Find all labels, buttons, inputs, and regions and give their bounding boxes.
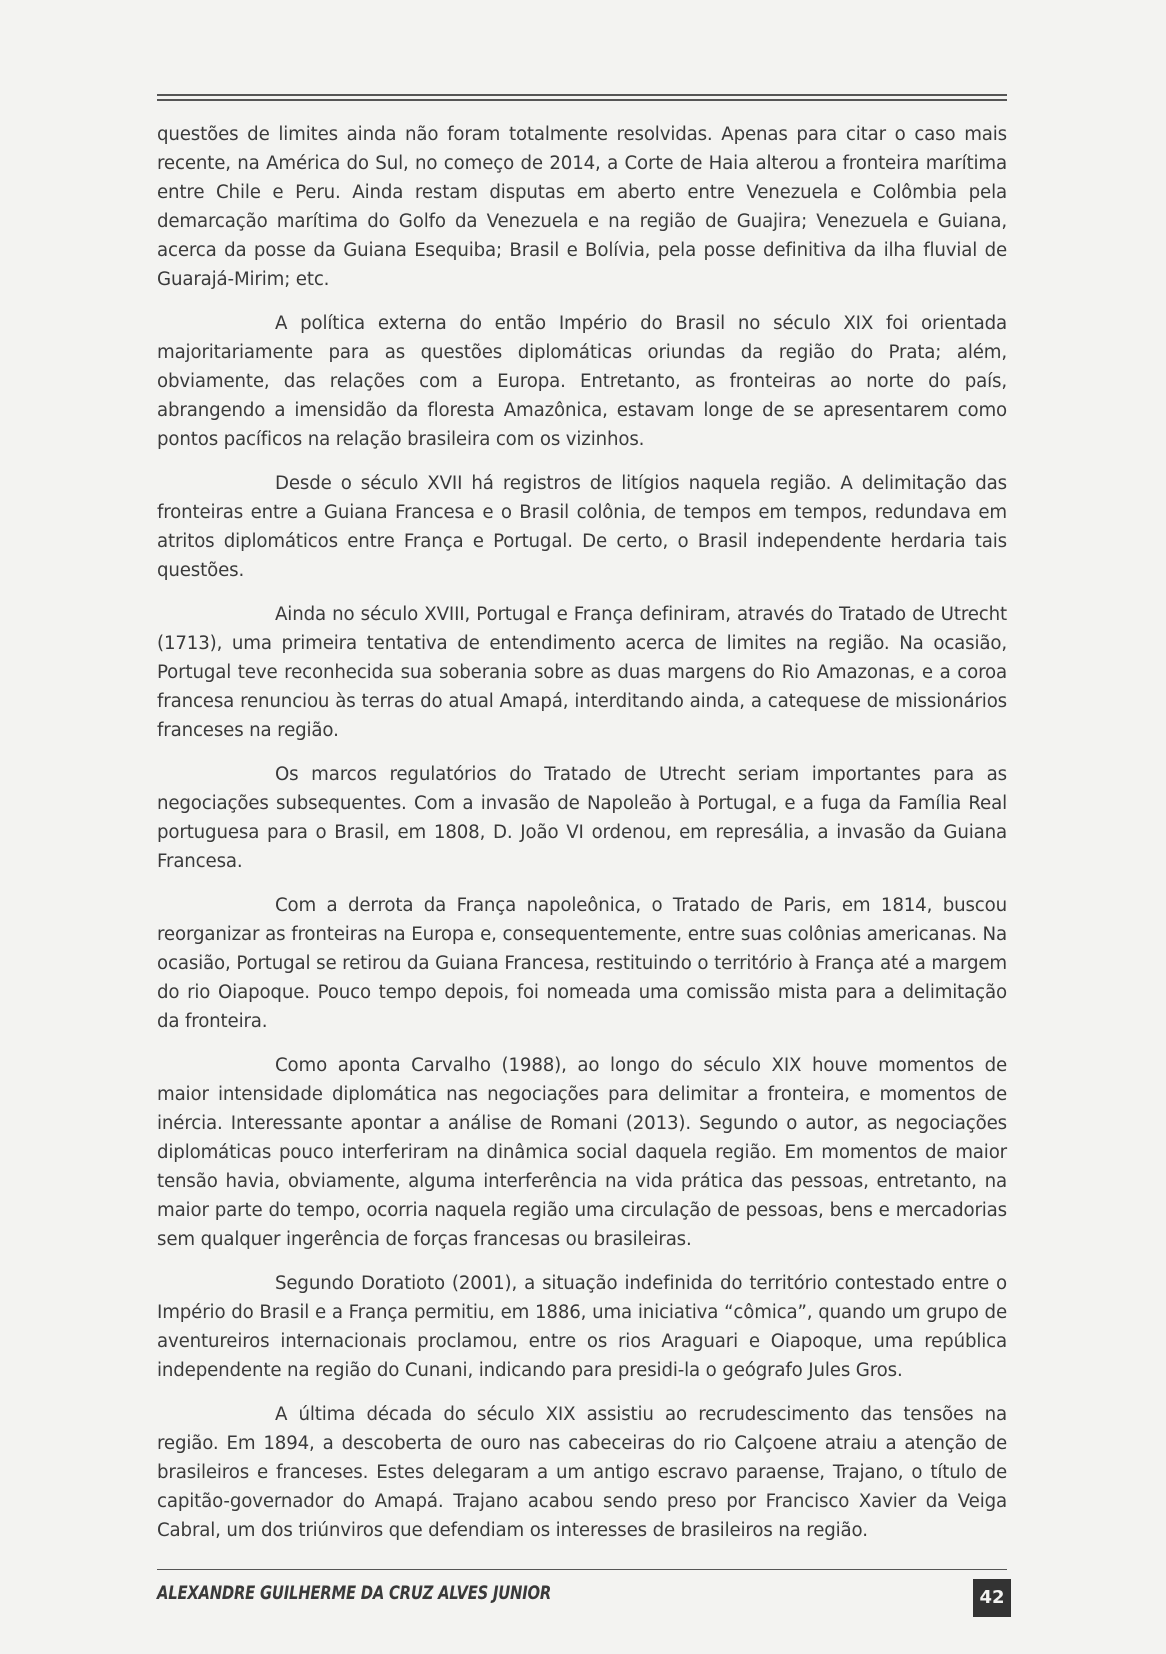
paragraph-2: A política externa do então Império do Brasil no século XIX foi orientada majoritariamente para as questões diplomáticas oriundas da região do Prata; além, obviamente, das relações com a Europa. Entretanto, as fronteiras ao norte do país, abrangendo a imensidão da floresta Amazônica, estavam longe de se apresentarem como pontos pacíficos na relação brasileira com os vizinhos. (157, 313, 1007, 450)
paragraph-4: Ainda no século XVIII, Portugal e França definiram, através do Tratado de Utrecht (1713), uma primeira tentativa de entendimento acerca de limites na região. Na ocasião, Portugal teve reconhecida sua soberania sobre as duas margens do Rio Amazonas, e a coroa francesa renunciou às terras do atual Amapá, interditando ainda, a catequese de missionários franceses na região. (157, 604, 1007, 741)
paragraph-5: Os marcos regulatórios do Tratado de Utrecht seriam importantes para as negociações subsequentes. Com a invasão de Napoleão à Portugal, e a fuga da Família Real portuguesa para o Brasil, em 1808, D. João VI ordenou, em represália, a invasão da Guiana Francesa. (157, 764, 1007, 872)
paragraph-3: Desde o século XVII há registros de litígios naquela região. A delimitação das fronteiras entre a Guiana Francesa e o Brasil colônia, de tempos em tempos, redundava em atritos diplomáticos entre França e Portugal. De certo, o Brasil independente herdaria tais questões. (157, 473, 1007, 581)
page-number: 42 (973, 1579, 1011, 1617)
paragraph-9: A última década do século XIX assistiu ao recrudescimento das tensões na região. Em 1894, a descoberta de ouro nas cabeceiras do rio Calçoene atraiu a atenção de brasileiros e franceses. Estes delegaram a um antigo escravo paraense, Trajano, o título de capitão-governador do Amapá. Trajano acabou sendo preso por Francisco Xavier da Veiga Cabral, um dos triúnviros que defendiam os interesses de brasileiros na região. (157, 1404, 1007, 1541)
footer-author: ALEXANDRE GUILHERME DA CRUZ ALVES JUNIOR (157, 1582, 552, 1604)
header-rule-bottom (157, 99, 1007, 101)
paragraph-6: Com a derrota da França napoleônica, o Tratado de Paris, em 1814, buscou reorganizar as fronteiras na Europa e, consequentemente, entre suas colônias americanas. Na ocasião, Portugal se retirou da Guiana Francesa, restituindo o território à França até a margem do rio Oiapoque. Pouco tempo depois, foi nomeada uma comissão mista para a delimitação da fronteira. (157, 895, 1007, 1032)
page-body (157, 120, 1007, 1560)
paragraph-1: questões de limites ainda não foram totalmente resolvidas. Apenas para citar o caso mais recente, na América do Sul, no começo de 2014, a Corte de Haia alterou a fronteira marítima entre Chile e Peru. Ainda restam disputas em aberto entre Venezuela e Colômbia pela demarcação marítima do Golfo da Venezuela e na região de Guajira; Venezuela e Guiana, acerca da posse da Guiana Esequiba; Brasil e Bolívia, pela posse definitiva da ilha fluvial de Guarajá-Mirim; etc. (157, 124, 1007, 290)
header-rule-top (157, 94, 1007, 96)
footer-rule (157, 1569, 1007, 1570)
paragraph-8: Segundo Doratioto (2001), a situação indefinida do território contestado entre o Império do Brasil e a França permitiu, em 1886, uma iniciativa “cômica”, quando um grupo de aventureiros internacionais proclamou, entre os rios Araguari e Oiapoque, uma república independente na região do Cunani, indicando para presidi-la o geógrafo Jules Gros. (157, 1273, 1007, 1381)
paragraph-7: Como aponta Carvalho (1988), ao longo do século XIX houve momentos de maior intensidade diplomática nas negociações para delimitar a fronteira, e momentos de inércia. Interessante apontar a análise de Romani (2013). Segundo o autor, as negociações diplomáticas pouco interferiram na dinâmica social daquela região. Em momentos de maior tensão havia, obviamente, alguma interferência na vida prática das pessoas, entretanto, na maior parte do tempo, ocorria naquela região uma circulação de pessoas, bens e mercadorias sem qualquer ingerência de forças francesas ou brasileiras. (157, 1055, 1007, 1250)
